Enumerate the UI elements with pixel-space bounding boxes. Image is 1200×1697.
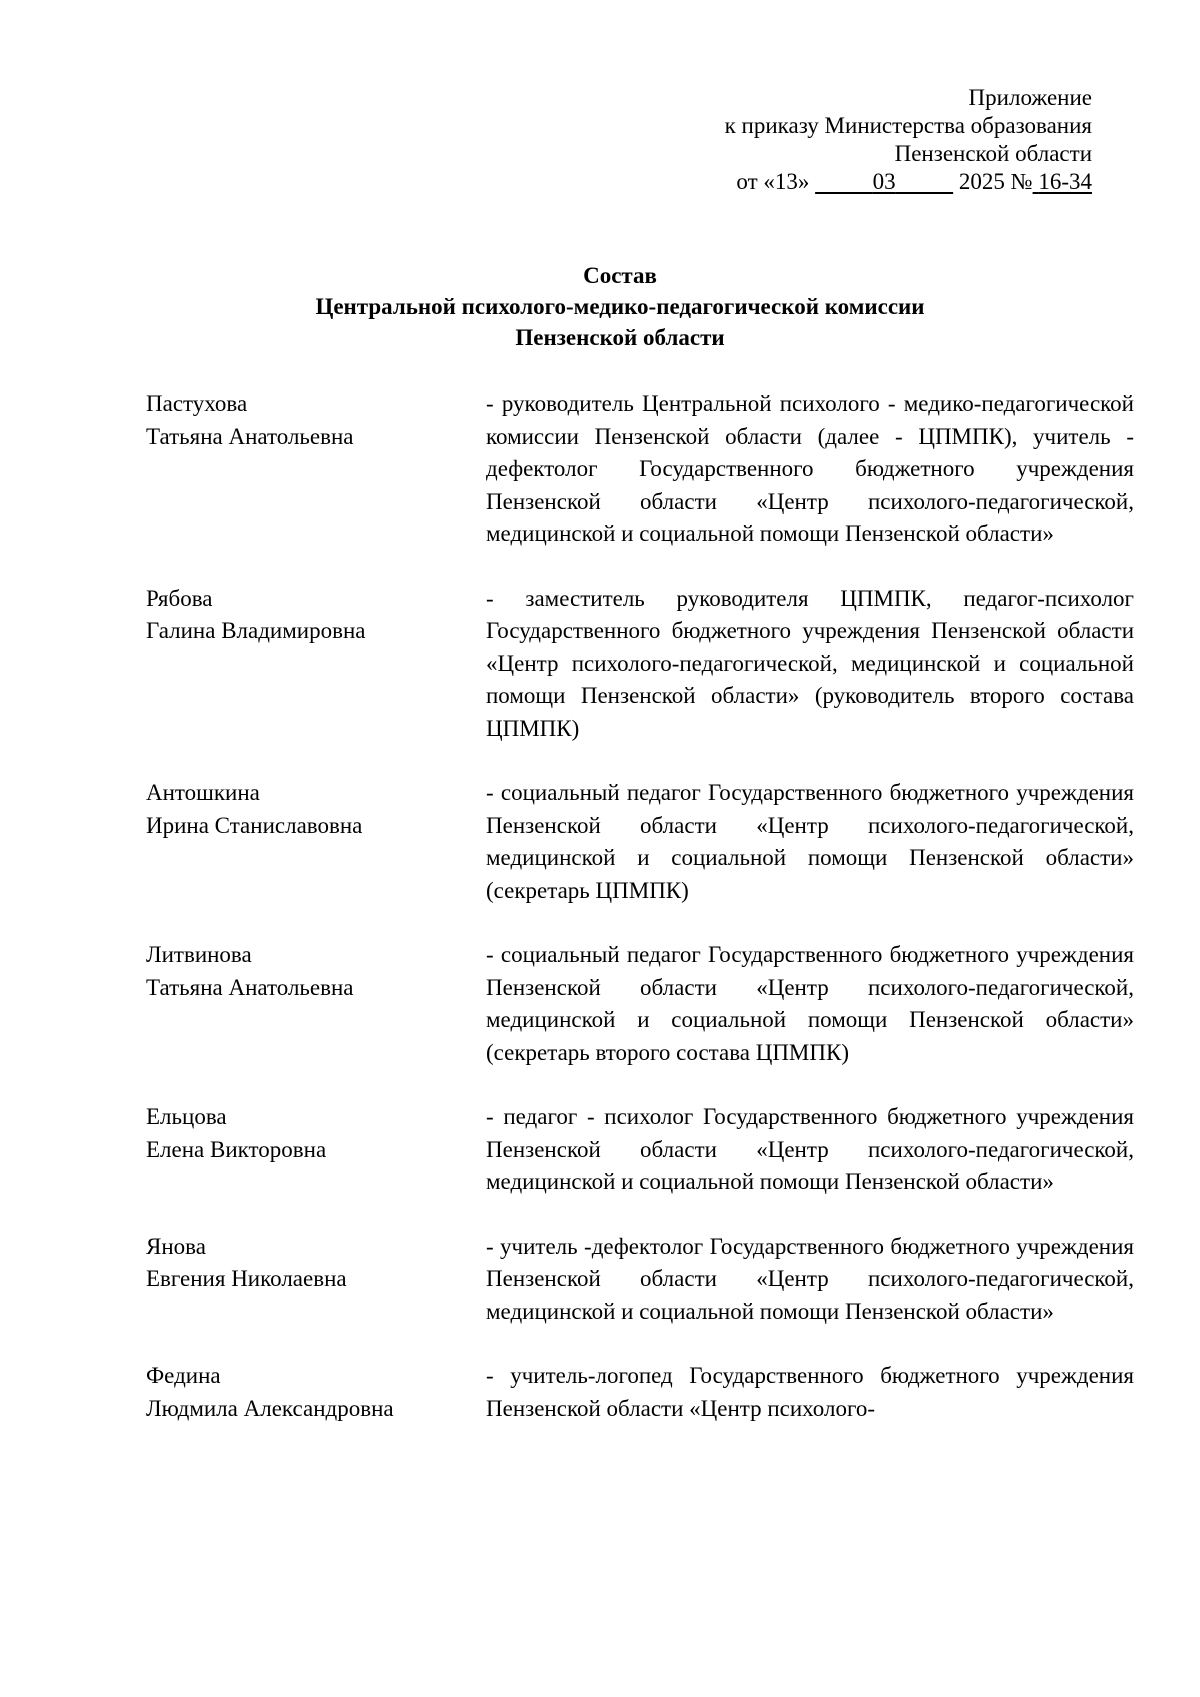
member-entry (146, 939, 1134, 1069)
member-role: - педагог - психолог Государственного бюджетного учреждения Пензенской области «Центр психолого-педагогической, медицинской и социальной помощи Пензенской области» (486, 1104, 1134, 1194)
member-role: - социальный педагог Государственного бюджетного учреждения Пензенской области «Центр психолого-педагогической, медицинской и социальной помощи Пензенской области» (секретарь ЦПМПК) (486, 780, 1134, 903)
member-given-names: Елена Викторовна (146, 1136, 327, 1162)
member-entry (146, 388, 1134, 551)
appendix-month: 03 (872, 169, 896, 194)
appendix-number: 16-34 (1038, 169, 1092, 194)
member-name (146, 1101, 486, 1166)
appendix-header (725, 84, 1092, 196)
member-name (146, 1231, 486, 1296)
appendix-date-line (725, 168, 1092, 196)
member-surname: Янова (146, 1233, 206, 1259)
member-entry (146, 1360, 1134, 1425)
member-entry (146, 777, 1134, 907)
appendix-order-ref: к приказу Министерства образования (724, 113, 1092, 138)
member-surname: Пастухова (146, 391, 248, 416)
member-given-names: Ирина Станиславовна (146, 812, 363, 838)
appendix-label: Приложение (968, 85, 1092, 110)
member-entry (146, 1101, 1134, 1199)
title-line-3: Пензенской области (515, 325, 725, 350)
member-entry (146, 583, 1134, 746)
member-name (146, 777, 486, 842)
member-name (146, 388, 486, 453)
member-given-names: Галина Владимировна (146, 618, 366, 643)
appendix-date-prefix: от «13» (736, 169, 810, 194)
member-surname: Литвинова (146, 942, 252, 967)
member-role: - учитель-логопед Государственного бюджетного учреждения Пензенской области «Центр психолого- (486, 1363, 1134, 1421)
members-list (146, 388, 1134, 1457)
member-name (146, 939, 486, 1004)
member-surname: Антошкина (146, 780, 260, 805)
member-given-names: Татьяна Анатольевна (146, 423, 354, 449)
member-given-names: Людмила Александровна (146, 1395, 394, 1421)
member-role: - заместитель руководителя ЦПМПК, педагог-психолог Государственного бюджетного учреждения Пензенской области «Центр психолого-педагогической, медицинской и социальной помощи Пензенской области» (руководитель второго состава ЦПМПК) (486, 585, 1134, 741)
member-given-names: Татьяна Анатольевна (146, 974, 354, 1000)
title-line-1: Состав (583, 263, 657, 288)
member-role: - руководитель Центральной психолого - медико-педагогической комиссии Пензенской области (далее - ЦПМПК), учитель - дефектолог Государственного бюджетного учреждения Пензенской области «Центр психолого-педагогической, медицинской и социальной помощи Пензенской области» (486, 391, 1134, 546)
member-name (146, 1360, 486, 1425)
member-entry (146, 1231, 1134, 1329)
title-line-2: Центральной психолого-медико-педагогической комиссии (315, 294, 925, 319)
member-surname: Федина (146, 1363, 221, 1388)
member-role: - социальный педагог Государственного бюджетного учреждения Пензенской области «Центр психолого-педагогической, медицинской и социальной помощи Пензенской области» (секретарь второго состава ЦПМПК) (486, 942, 1134, 1065)
member-surname: Ельцова (146, 1104, 227, 1129)
member-name (146, 583, 486, 648)
member-role: - учитель -дефектолог Государственного бюджетного учреждения Пензенской области «Центр психолого-педагогической, медицинской и социальной помощи Пензенской области» (486, 1233, 1134, 1324)
member-surname: Рябова (146, 585, 213, 611)
appendix-region: Пензенской области (894, 141, 1092, 166)
document-title (0, 260, 1200, 353)
appendix-year-no: 2025 № (958, 169, 1033, 194)
member-given-names: Евгения Николаевна (146, 1266, 347, 1291)
